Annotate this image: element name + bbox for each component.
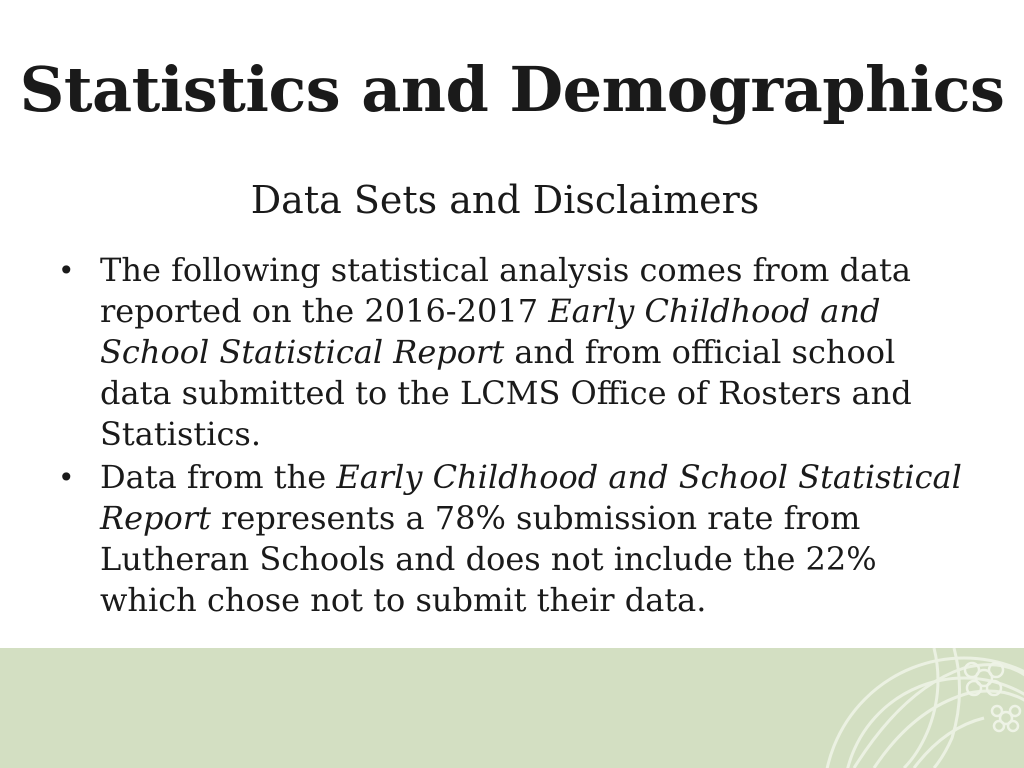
bullet-marker: •	[58, 461, 75, 494]
bullet-list	[56, 250, 976, 623]
bullet-text-2	[100, 458, 962, 619]
bullet-1-text-a: The following statistical analysis comes from data reported on the 2016-2017	[100, 251, 911, 330]
slide-subtitle: Data Sets and Disclaimers	[250, 178, 760, 222]
bullet-2-text-a: Data from the	[100, 458, 337, 496]
bullet-1-report-name: Early Childhood and School Statistical Report	[100, 292, 881, 371]
decorative-floral-cross-icon	[794, 648, 1024, 768]
bullet-2-report-name: Early Childhood and School Statistical Report	[100, 458, 962, 537]
bullet-1-text-b: and from official school data submitted to the LCMS Office of Rosters and Statistics.	[100, 333, 912, 453]
slide-title: Statistics and Demographics	[19, 53, 1005, 126]
bullet-item-2	[56, 457, 976, 621]
bullet-item-1	[56, 250, 976, 455]
bullet-2-text-b: represents a 78% submission rate from Lutheran Schools and does not include the 22% which chose not to submit their data.	[100, 499, 877, 619]
bullet-text-1	[100, 251, 912, 453]
bullet-marker: •	[58, 254, 75, 287]
